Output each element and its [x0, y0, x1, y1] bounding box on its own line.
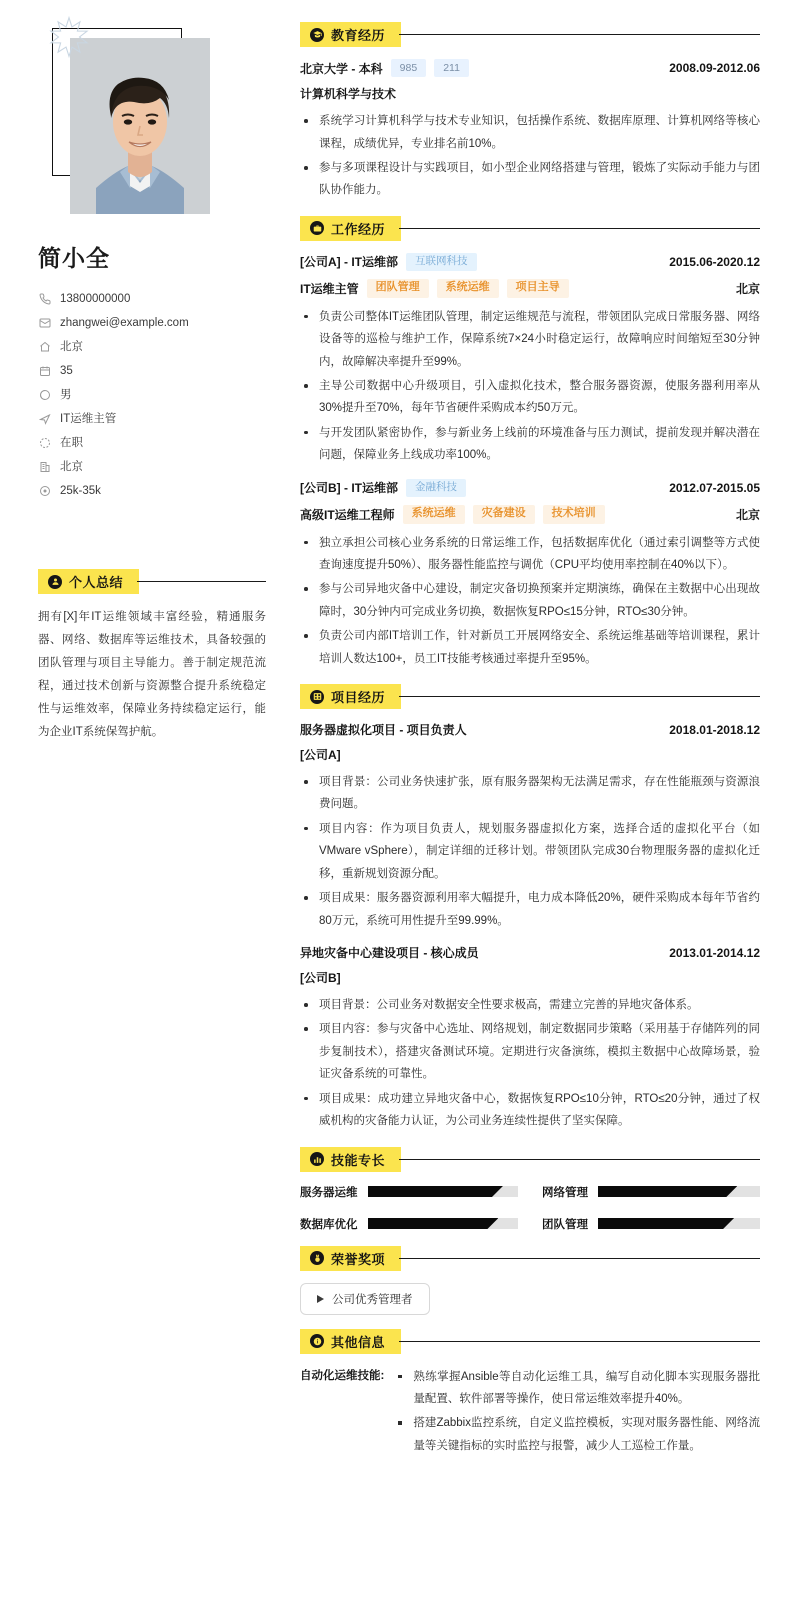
list-item: 参与公司异地灾备中心建设，制定灾备切换预案并定期演练，确保在主数据中心出现故障时，30分钟内可完成业务切换，数据恢复RPO≤15分钟，RTO≤30分钟。 — [300, 578, 760, 623]
section-summary — [38, 569, 266, 744]
work-entry-header — [300, 253, 760, 271]
list-item: 项目成果：服务器资源利用率大幅提升，电力成本降低20%，硬件采购成本每年节省约80万元，系统可用性提升至99.99%。 — [300, 887, 760, 932]
project-company: [公司A] — [300, 748, 341, 763]
honor-list — [300, 1283, 760, 1315]
honors-section-pill — [300, 1246, 401, 1271]
contact-row-home — [38, 335, 266, 359]
work-skill-tag: 技术培训 — [543, 505, 605, 524]
work-role-row — [300, 505, 760, 524]
calendar-icon — [38, 365, 51, 378]
work-entry-left — [300, 253, 477, 271]
section-rule — [137, 581, 266, 582]
phone-icon — [38, 293, 51, 306]
education-section-header — [300, 22, 760, 47]
list-item: 熟练掌握Ansible等自动化运维工具，编写自动化脚本实现服务器批量配置、软件部署等操作，使日常运维效率提升40%。 — [394, 1366, 760, 1411]
contact-value-salary: 25k-35k — [60, 485, 101, 497]
education-tag-985: 985 — [391, 59, 427, 77]
graduation-icon — [310, 28, 324, 42]
skill-progress-fill — [368, 1186, 503, 1197]
work-role-left — [300, 505, 605, 524]
project-entry — [300, 944, 760, 1133]
skill-progress-track — [368, 1186, 519, 1197]
contact-row-status — [38, 431, 266, 455]
section-rule — [399, 1341, 760, 1342]
skill-progress-fill — [598, 1186, 737, 1197]
project-title: 服务器虚拟化项目 - 项目负责人 — [300, 723, 467, 738]
contact-value-email: zhangwei@example.com — [60, 317, 189, 329]
project-date: 2018.01-2018.12 — [669, 722, 760, 737]
section-skills — [300, 1147, 760, 1232]
skill-label: 服务器运维 — [300, 1186, 358, 1199]
skill-progress-track — [598, 1218, 760, 1229]
education-date: 2008.09-2012.06 — [669, 61, 760, 76]
skills-grid — [300, 1184, 760, 1232]
other-section-title: 其他信息 — [331, 1334, 386, 1350]
contact-value-target-position: IT运维主管 — [60, 413, 117, 425]
skill-progress-track — [368, 1218, 519, 1229]
section-education — [300, 22, 760, 202]
work-section-pill — [300, 216, 401, 241]
education-section-title: 教育经历 — [331, 28, 386, 43]
contact-value-home: 北京 — [60, 341, 83, 353]
contact-value-age: 35 — [60, 365, 73, 377]
skills-section-pill — [300, 1147, 401, 1172]
contact-row-city — [38, 455, 266, 479]
work-skill-tag: 团队管理 — [367, 279, 429, 298]
contact-value-status: 在职 — [60, 437, 83, 449]
work-industry-tag: 互联网科技 — [406, 253, 477, 271]
info-icon — [310, 1334, 324, 1348]
home-icon — [38, 341, 51, 354]
work-entry-left — [300, 479, 466, 497]
list-item: 负责公司整体IT运维团队管理，制定运维规范与流程，带领团队完成日常服务器、网络设备等的巡检与维护工作，保障系统7×24小时稳定运行，故障响应时间缩短至30分钟内，故障解决率提升至99%。 — [300, 306, 760, 373]
other-info-bullets — [394, 1366, 760, 1458]
work-role-row — [300, 279, 760, 298]
status-icon — [38, 437, 51, 450]
honors-section-title: 荣誉奖项 — [331, 1251, 386, 1267]
skill-item — [542, 1184, 760, 1200]
project-title: 异地灾备中心建设项目 - 核心成员 — [300, 946, 479, 960]
work-entry-header — [300, 479, 760, 497]
skill-progress-fill — [598, 1218, 734, 1229]
chart-icon — [310, 1152, 324, 1166]
starburst-icon — [48, 16, 90, 58]
education-tag-211: 211 — [434, 59, 469, 77]
education-school: 北京大学 - 本科 — [300, 61, 383, 76]
projects-section-title: 项目经历 — [331, 690, 386, 706]
section-rule — [399, 34, 760, 35]
other-info-row — [300, 1366, 760, 1460]
work-skill-tag: 项目主导 — [507, 279, 569, 298]
section-rule — [399, 228, 760, 229]
building-icon — [38, 461, 51, 474]
honor-label: 公司优秀管理者 — [332, 1293, 413, 1306]
other-section-header — [300, 1329, 760, 1354]
avatar — [70, 38, 210, 214]
projects-section-header — [300, 684, 760, 709]
contact-row-salary — [38, 479, 266, 503]
section-projects — [300, 684, 760, 1132]
contact-value-city: 北京 — [60, 461, 83, 473]
skill-label: 网络管理 — [542, 1186, 588, 1199]
project-bullets — [300, 771, 760, 932]
list-item: 系统学习计算机科学与技术专业知识，包括操作系统、数据库原理、计算机网络等核心课程，成绩优异，专业排名前10%。 — [300, 110, 760, 155]
target-icon — [38, 413, 51, 426]
contact-row-target-position — [38, 407, 266, 431]
section-other-info — [300, 1329, 760, 1460]
projects-section-pill — [300, 684, 401, 709]
page-title: 简小全 — [38, 245, 110, 271]
other-info-body — [394, 1366, 760, 1460]
section-honors — [300, 1246, 760, 1315]
work-section-header — [300, 216, 760, 241]
salary-icon — [38, 485, 51, 498]
sidebar — [0, 0, 290, 764]
project-bullets — [300, 994, 760, 1133]
project-entry-header — [300, 944, 760, 961]
education-entry-left — [300, 59, 469, 77]
section-rule — [399, 1258, 760, 1259]
education-entry-header — [300, 59, 760, 77]
skill-item — [300, 1184, 518, 1200]
work-role: IT运维主管 — [300, 281, 359, 296]
education-entry — [300, 59, 760, 202]
other-section-pill — [300, 1329, 401, 1354]
list-item: 项目成果：成功建立异地灾备中心，数据恢复RPO≤10分钟，RTO≤20分钟，通过了权威机构的灾备能力认证，为公司业务连续性提供了坚实保障。 — [300, 1088, 760, 1133]
list-item: 主导公司数据中心升级项目，引入虚拟化技术，整合服务器资源，使服务器利用率从30%提升至70%，每年节省硬件采购成本约50万元。 — [300, 375, 760, 420]
skill-label: 团队管理 — [542, 1218, 588, 1231]
list-item: 项目背景：公司业务对数据安全性要求极高，需建立完善的异地灾备体系。 — [300, 994, 760, 1016]
work-bullets — [300, 306, 760, 467]
work-location: 北京 — [735, 281, 760, 296]
work-skill-tag: 系统运维 — [403, 505, 465, 524]
contact-row-age — [38, 359, 266, 383]
work-entry — [300, 479, 760, 670]
summary-section-title: 个人总结 — [69, 575, 124, 590]
mail-icon — [38, 317, 51, 330]
contact-row-phone — [38, 287, 266, 311]
list-item: 与开发团队紧密协作，参与新业务上线前的环境准备与压力测试，提前发现并解决潜在问题，保障业务上线成功率100%。 — [300, 422, 760, 467]
skill-item — [542, 1216, 760, 1232]
work-date: 2015.06-2020.12 — [669, 254, 760, 269]
education-section-pill — [300, 22, 401, 47]
work-role-left — [300, 279, 569, 298]
contact-row-email — [38, 311, 266, 335]
summary-section-header — [38, 569, 266, 594]
project-entry — [300, 721, 760, 932]
briefcase-icon — [310, 221, 324, 235]
list-item: 参与多项课程设计与实践项目，如小型企业网络搭建与管理，锻炼了实际动手能力与团队协作能力。 — [300, 157, 760, 202]
project-entry-header — [300, 721, 760, 738]
contact-row-gender — [38, 383, 266, 407]
other-info-label: 自动化运维技能: — [300, 1369, 385, 1382]
main-column — [290, 0, 794, 1489]
work-skill-tag: 系统运维 — [437, 279, 499, 298]
work-skill-tag: 灾备建设 — [473, 505, 535, 524]
list-item: 负责公司内部IT培训工作，针对新员工开展网络安全、系统运维基础等培训课程，累计培训人数达100+，员工IT技能考核通过率提升至95%。 — [300, 625, 760, 670]
play-triangle-icon — [317, 1295, 324, 1303]
skill-item — [300, 1216, 518, 1232]
list-item: 项目内容：作为项目负责人，规划服务器虚拟化方案，选择合适的虚拟化平台（如VMware vSphere），制定详细的迁移计划。带领团队完成30台物理服务器的虚拟化迁移，重新规划资源分配。 — [300, 818, 760, 885]
section-rule — [399, 1159, 760, 1160]
contact-value-gender: 男 — [60, 389, 72, 401]
work-entry — [300, 253, 760, 467]
user-icon — [48, 575, 62, 589]
work-industry-tag: 金融科技 — [406, 479, 466, 497]
list-item: 项目内容：参与灾备中心选址、网络规划，制定数据同步策略（采用基于存储阵列的同步复制技术），搭建灾备测试环境。定期进行灾备演练，模拟主数据中心故障场景，验证灾备系统的可靠性。 — [300, 1018, 760, 1085]
skill-label: 数据库优化 — [300, 1218, 358, 1231]
work-bullets — [300, 532, 760, 671]
skill-progress-track — [598, 1186, 760, 1197]
work-company: [公司B] - IT运维部 — [300, 481, 398, 496]
section-rule — [399, 696, 760, 697]
work-location: 北京 — [735, 507, 760, 522]
section-work — [300, 216, 760, 670]
work-date: 2012.07-2015.05 — [669, 480, 760, 495]
list-item: 搭建Zabbix监控系统，自定义监控模板，实现对服务器性能、网络流量等关键指标的实时监控与报警，减少人工巡检工作量。 — [394, 1412, 760, 1457]
list-item: 独立承担公司核心业务系统的日常运维工作，包括数据库优化（通过索引调整等方式使查询速度提升50%）、服务器性能监控与调优（CPU平均使用率控制在40%以下）。 — [300, 532, 760, 577]
summary-text: 拥有[X]年IT运维领域丰富经验，精通服务器、网络、数据库等运维技术，具备较强的团队管理与项目主导能力。善于制定规范流程，通过技术创新与资源整合提升系统稳定性与运维效率，保障业务持续稳定运行，能为企业IT系统保驾护航。 — [38, 611, 266, 738]
summary-section-pill — [38, 569, 139, 594]
skills-section-title: 技能专长 — [331, 1152, 386, 1168]
education-bullets — [300, 110, 760, 202]
work-role: 高级IT运维工程师 — [300, 507, 395, 522]
project-company: [公司B] — [300, 971, 341, 985]
contact-value-phone: 13800000000 — [60, 293, 131, 305]
list-item: 项目背景：公司业务快速扩张，原有服务器架构无法满足需求，存在性能瓶颈与资源浪费问题。 — [300, 771, 760, 816]
education-major: 计算机科学与技术 — [300, 87, 397, 102]
project-icon — [310, 690, 324, 704]
honors-section-header — [300, 1246, 760, 1271]
profile-photo-block — [60, 38, 210, 214]
project-date: 2013.01-2014.12 — [669, 945, 760, 960]
medal-icon — [310, 1251, 324, 1265]
skill-progress-fill — [368, 1218, 499, 1229]
honor-chip[interactable] — [300, 1283, 430, 1315]
gender-icon — [38, 389, 51, 402]
skills-section-header — [300, 1147, 760, 1172]
work-section-title: 工作经历 — [331, 221, 386, 237]
contact-list — [38, 287, 266, 503]
work-company: [公司A] - IT运维部 — [300, 255, 398, 270]
